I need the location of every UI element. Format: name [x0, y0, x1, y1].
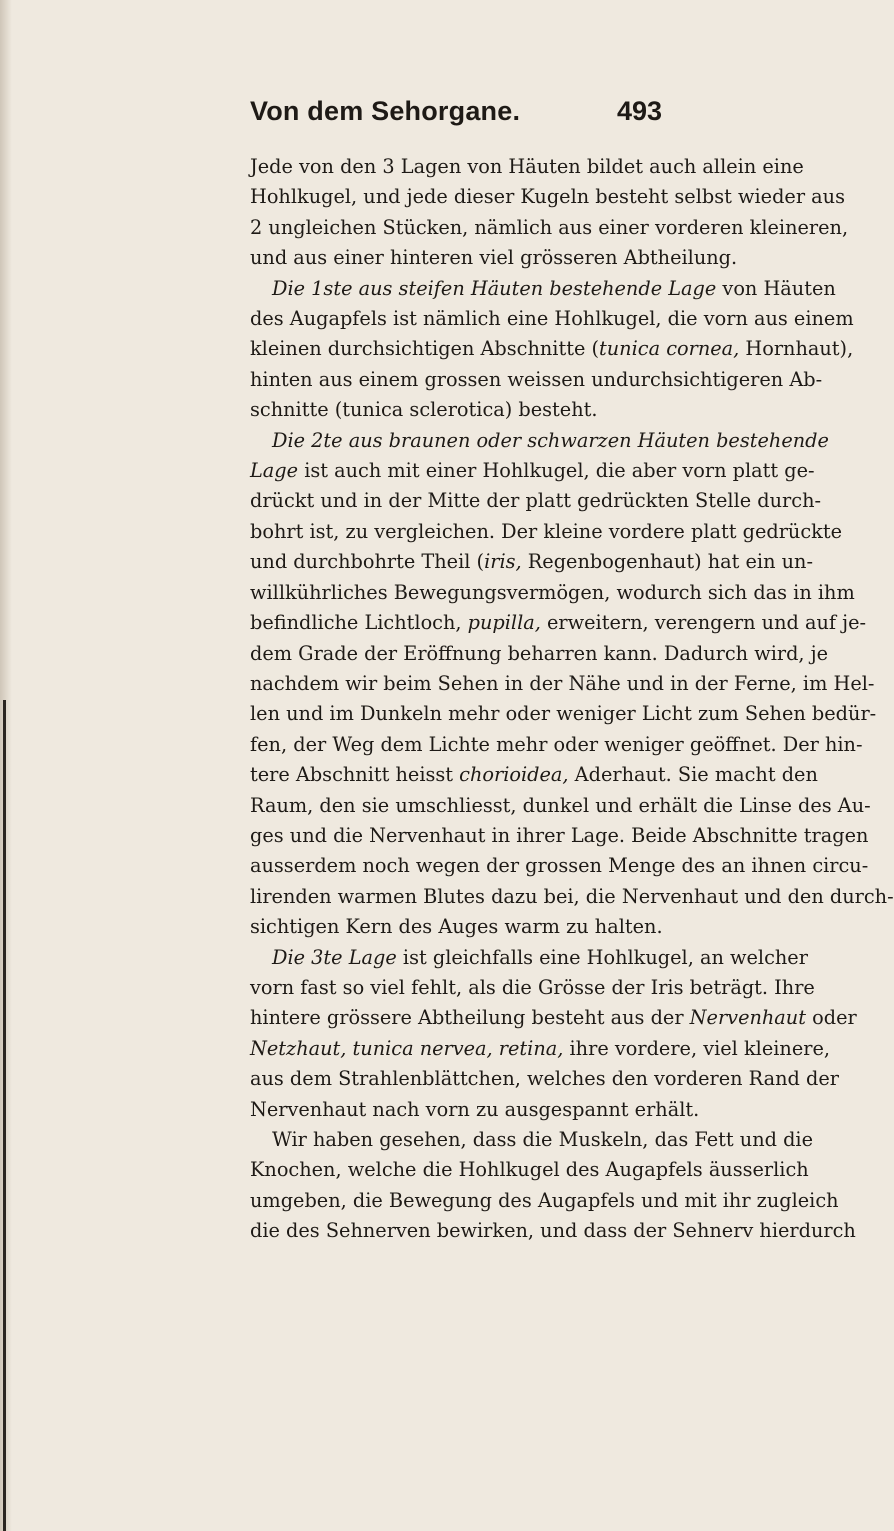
text-run: ges und die Nervenhaut in ihrer Lage. Beide Abschnitte tragen — [250, 823, 869, 847]
text-run: Raum, den sie umschliesst, dunkel und erhält die Linse des Au- — [250, 793, 871, 817]
italic-run: iris, — [484, 550, 522, 574]
italic-run: chorioidea, — [459, 763, 569, 787]
text-line — [250, 1003, 857, 1033]
text-line — [250, 1155, 809, 1185]
text-run: nachdem wir beim Sehen in der Nähe und in der Ferne, im Hel- — [250, 671, 875, 695]
text-run: dem Grade der Eröffnung beharren kann. Dadurch wird, je — [250, 641, 829, 665]
text-line — [250, 882, 894, 912]
text-run: aus dem Strahlenblättchen, welches den vorderen Rand der — [250, 1067, 839, 1091]
text-line — [250, 213, 849, 243]
page-edge — [0, 0, 12, 1531]
paragraph — [250, 274, 854, 426]
text-line — [250, 943, 808, 973]
text-line — [250, 578, 855, 608]
text-line — [250, 730, 863, 760]
text-line — [250, 182, 845, 212]
text-run: Regenbogenhaut) hat ein un- — [521, 550, 813, 574]
text-line — [250, 334, 854, 364]
text-line — [250, 304, 854, 334]
text-run: hinten aus einem grossen weissen undurchsichtigeren Ab- — [250, 367, 823, 391]
text-line — [250, 152, 804, 182]
text-line — [250, 1095, 780, 1125]
italic-run: Die 3te Lage — [272, 945, 397, 969]
text-line — [250, 1216, 856, 1246]
italic-run: tunica cornea, — [599, 337, 740, 361]
text-line — [250, 426, 829, 456]
text-line — [250, 760, 818, 790]
text-run: Hohlkugel, und jede dieser Kugeln besteht selbst wieder aus — [250, 185, 845, 209]
page-number: 493 — [617, 96, 663, 126]
text-line — [250, 456, 815, 486]
text-run: Knochen, welche die Hohlkugel des Augapfels äusserlich — [250, 1158, 809, 1182]
text-run: erweitern, verengern und auf je- — [540, 611, 867, 635]
paragraph — [250, 1125, 856, 1247]
text-run: Nervenhaut nach vorn zu ausgespannt erhält. — [250, 1097, 700, 1121]
text-line — [250, 395, 780, 425]
text-run: drückt und in der Mitte der platt gedrückten Stelle durch- — [250, 489, 821, 513]
text-line — [250, 1034, 830, 1064]
text-run: lirenden warmen Blutes dazu bei, die Nervenhaut und den durch- — [250, 884, 894, 908]
text-run: 2 ungleichen Stücken, nämlich aus einer vorderen kleineren, — [250, 215, 849, 239]
text-run: schnitte (tunica sclerotica) besteht. — [250, 398, 598, 422]
text-run: Aderhaut. Sie macht den — [568, 763, 818, 787]
text-line — [250, 608, 867, 638]
italic-run: Die 2te aus braunen oder schwarzen Häuten bestehende — [272, 428, 829, 452]
text-run: sichtigen Kern des Auges warm zu halten. — [250, 915, 663, 939]
paragraph — [250, 426, 894, 943]
text-run: hintere grössere Abtheilung besteht aus der — [250, 1006, 690, 1030]
text-line — [250, 1186, 839, 1216]
italic-run: Netzhaut, tunica nervea, retina, — [250, 1036, 564, 1060]
text-run: umgeben, die Bewegung des Augapfels und mit ihr zugleich — [250, 1188, 839, 1212]
text-line — [250, 821, 869, 851]
body-text — [250, 152, 894, 1247]
text-run: kleinen durchsichtigen Abschnitte ( — [250, 337, 600, 361]
text-run: ist gleichfalls eine Hohlkugel, an welcher — [396, 945, 808, 969]
text-run: Hornhaut), — [739, 337, 854, 361]
text-run: befindliche Lichtloch, — [250, 611, 468, 635]
text-line — [250, 243, 780, 273]
text-line — [250, 699, 877, 729]
text-line — [250, 365, 823, 395]
paragraph — [250, 152, 849, 274]
text-line — [250, 1064, 839, 1094]
text-run: ausserdem noch wegen der grossen Menge des an ihnen circu- — [250, 854, 869, 878]
text-run: des Augapfels ist nämlich eine Hohlkugel, die vorn aus einem — [250, 307, 854, 331]
text-run: bohrt ist, zu vergleichen. Der kleine vordere platt gedrückte — [250, 519, 842, 543]
italic-run: pupilla, — [467, 611, 541, 635]
text-line — [250, 517, 842, 547]
text-run: Wir haben gesehen, dass die Muskeln, das Fett und die — [272, 1128, 814, 1151]
text-line — [250, 639, 829, 669]
text-line — [250, 547, 813, 577]
text-run: fen, der Weg dem Lichte mehr oder weniger geöffnet. Der hin- — [250, 732, 863, 756]
text-run: ihre vordere, viel kleinere, — [563, 1036, 830, 1060]
text-run: und aus einer hinteren viel grösseren Abtheilung. — [250, 246, 738, 270]
text-run: Jede von den 3 Lagen von Häuten bildet auch allein eine — [250, 155, 804, 178]
text-run: willkührliches Bewegungsvermögen, wodurch sich das in ihm — [250, 580, 855, 604]
gutter-shadow — [3, 700, 6, 1531]
italic-run: Lage — [250, 459, 299, 483]
running-title: Von dem Sehorgane. — [250, 96, 521, 126]
running-header — [0, 96, 800, 136]
text-run: von Häuten — [716, 276, 836, 300]
text-run: die des Sehnerven bewirken, und dass der Sehnerv hierdurch — [250, 1219, 856, 1243]
text-line — [250, 274, 836, 304]
text-run: und durchbohrte Theil ( — [250, 550, 485, 574]
text-line — [250, 1125, 814, 1155]
text-run: tere Abschnitt heisst — [250, 763, 460, 787]
text-run: oder — [805, 1006, 857, 1030]
text-run: vorn fast so viel fehlt, als die Grösse der Iris beträgt. Ihre — [250, 975, 815, 999]
text-run: len und im Dunkeln mehr oder weniger Licht zum Sehen bedür- — [250, 702, 877, 726]
text-line — [250, 912, 780, 942]
text-line — [250, 669, 875, 699]
text-line — [250, 791, 871, 821]
italic-run: Die 1ste aus steifen Häuten bestehende Lage — [272, 276, 717, 300]
italic-run: Nervenhaut — [689, 1006, 806, 1030]
text-run: ist auch mit einer Hohlkugel, die aber vorn platt ge- — [298, 459, 815, 483]
text-line — [250, 486, 821, 516]
text-line — [250, 851, 869, 881]
paragraph — [250, 943, 857, 1125]
text-line — [250, 973, 815, 1003]
